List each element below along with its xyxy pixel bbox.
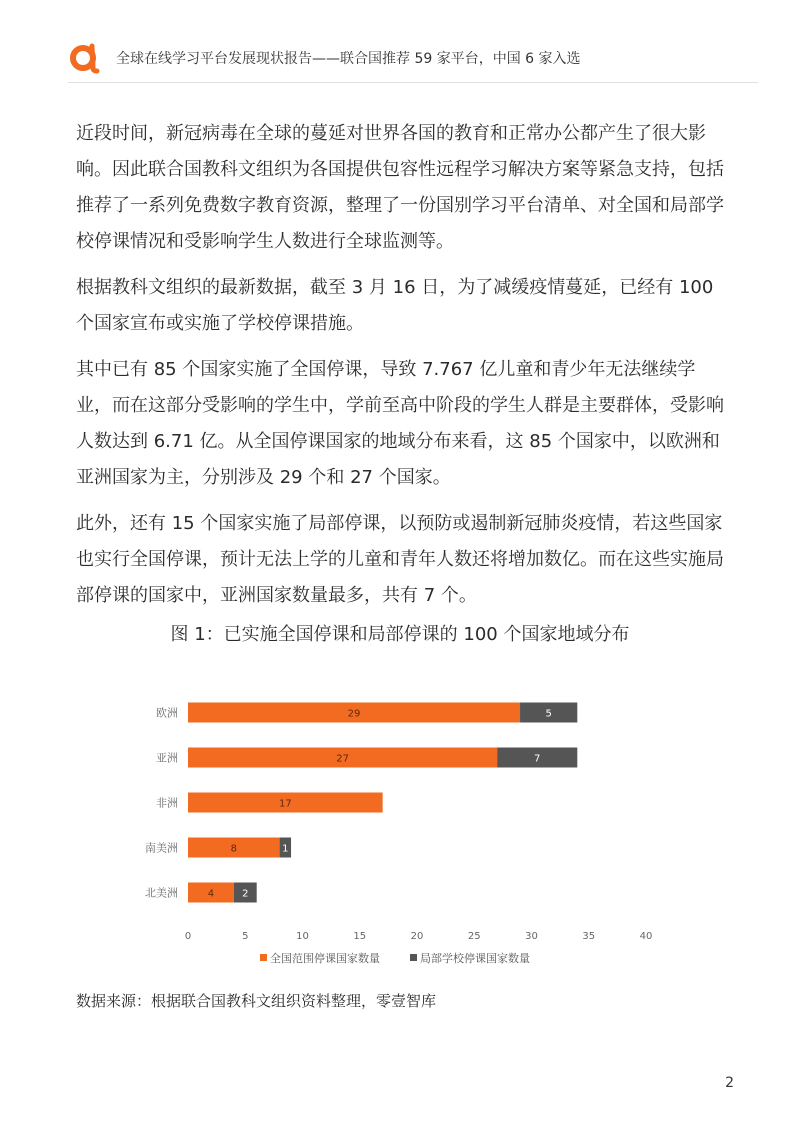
x-tick-label: 35 — [582, 931, 596, 942]
bar-value-label: 4 — [207, 888, 215, 900]
region-distribution-bar-chart — [120, 675, 690, 965]
legend-label: 全国范围停课国家数量 — [270, 952, 380, 965]
x-tick-label: 40 — [639, 931, 653, 942]
zero-one-logo-icon — [68, 40, 102, 74]
paragraph-4: 此外，还有 15 个国家实施了局部停课，以预防或遏制新冠肺炎疫情，若这些国家也实行全国停课，预计无法上学的儿童和青年人数还将增加数亿。而在这些实施局部停课的国家中，亚洲国家数量最多，共有 7 个。 — [76, 513, 724, 606]
x-tick-label: 20 — [410, 931, 424, 942]
paragraph-2: 根据教科文组织的最新数据，截至 3 月 16 日，为了减缓疫情蔓延，已经有 100 个国家宣布或实施了学校停课措施。 — [76, 277, 714, 334]
y-tick-label: 欧洲 — [156, 706, 178, 720]
y-tick-label: 亚洲 — [156, 751, 178, 765]
x-tick-label: 5 — [242, 931, 249, 942]
x-tick-label: 0 — [184, 931, 192, 942]
legend-swatch-nationwide — [260, 954, 267, 961]
bar-value-label: 8 — [230, 843, 237, 855]
bar-value-label: 29 — [347, 708, 361, 720]
figure-caption: 图 1：已实施全国停课和局部停课的 100 个国家地域分布 — [170, 624, 630, 645]
y-tick-label: 北美洲 — [145, 886, 178, 900]
header-divider — [68, 82, 758, 83]
data-source: 数据来源：根据联合国教科文组织资料整理，零壹智库 — [76, 992, 437, 1010]
bar-value-label: 27 — [336, 753, 349, 765]
legend-swatch-partial — [410, 954, 417, 961]
y-tick-label: 南美洲 — [145, 841, 178, 855]
legend-label: 局部学校停课国家数量 — [420, 952, 530, 965]
x-tick-label: 25 — [467, 931, 481, 942]
x-tick-label: 15 — [353, 931, 367, 942]
bar-value-label: 17 — [278, 798, 292, 810]
x-tick-label: 30 — [525, 931, 538, 942]
bar-value-label: 5 — [545, 708, 552, 720]
bar-value-label: 1 — [282, 843, 289, 855]
paragraph-3: 其中已有 85 个国家实施了全国停课，导致 7.767 亿儿童和青少年无法继续学业，而在这部分受影响的学生中，学前至高中阶段的学生人群是主要群体，受影响人数达到 6.71 亿。从全国停课国家的地域分布来看，这 85 个国家中，以欧洲和亚洲国家为主，分别涉及 29 个和 27 个国家。 — [76, 359, 724, 488]
page-header — [68, 40, 758, 74]
x-tick-label: 10 — [296, 931, 309, 942]
header-title: 全球在线学习平台发展现状报告——联合国推荐 59 家平台，中国 6 家入选 — [116, 51, 581, 67]
page-number: 2 — [725, 1075, 734, 1091]
y-tick-label: 非洲 — [156, 796, 178, 810]
bar-value-label: 7 — [534, 753, 541, 765]
paragraph-1: 近段时间，新冠病毒在全球的蔓延对世界各国的教育和正常办公都产生了很大影响。因此联合国教科文组织为各国提供包容性远程学习解决方案等紧急支持，包括推荐了一系列免费数字教育资源，整理了一份国别学习平台清单、对全国和局部学校停课情况和受影响学生人数进行全球监测等。 — [76, 123, 724, 252]
bar-value-label: 2 — [242, 888, 249, 900]
